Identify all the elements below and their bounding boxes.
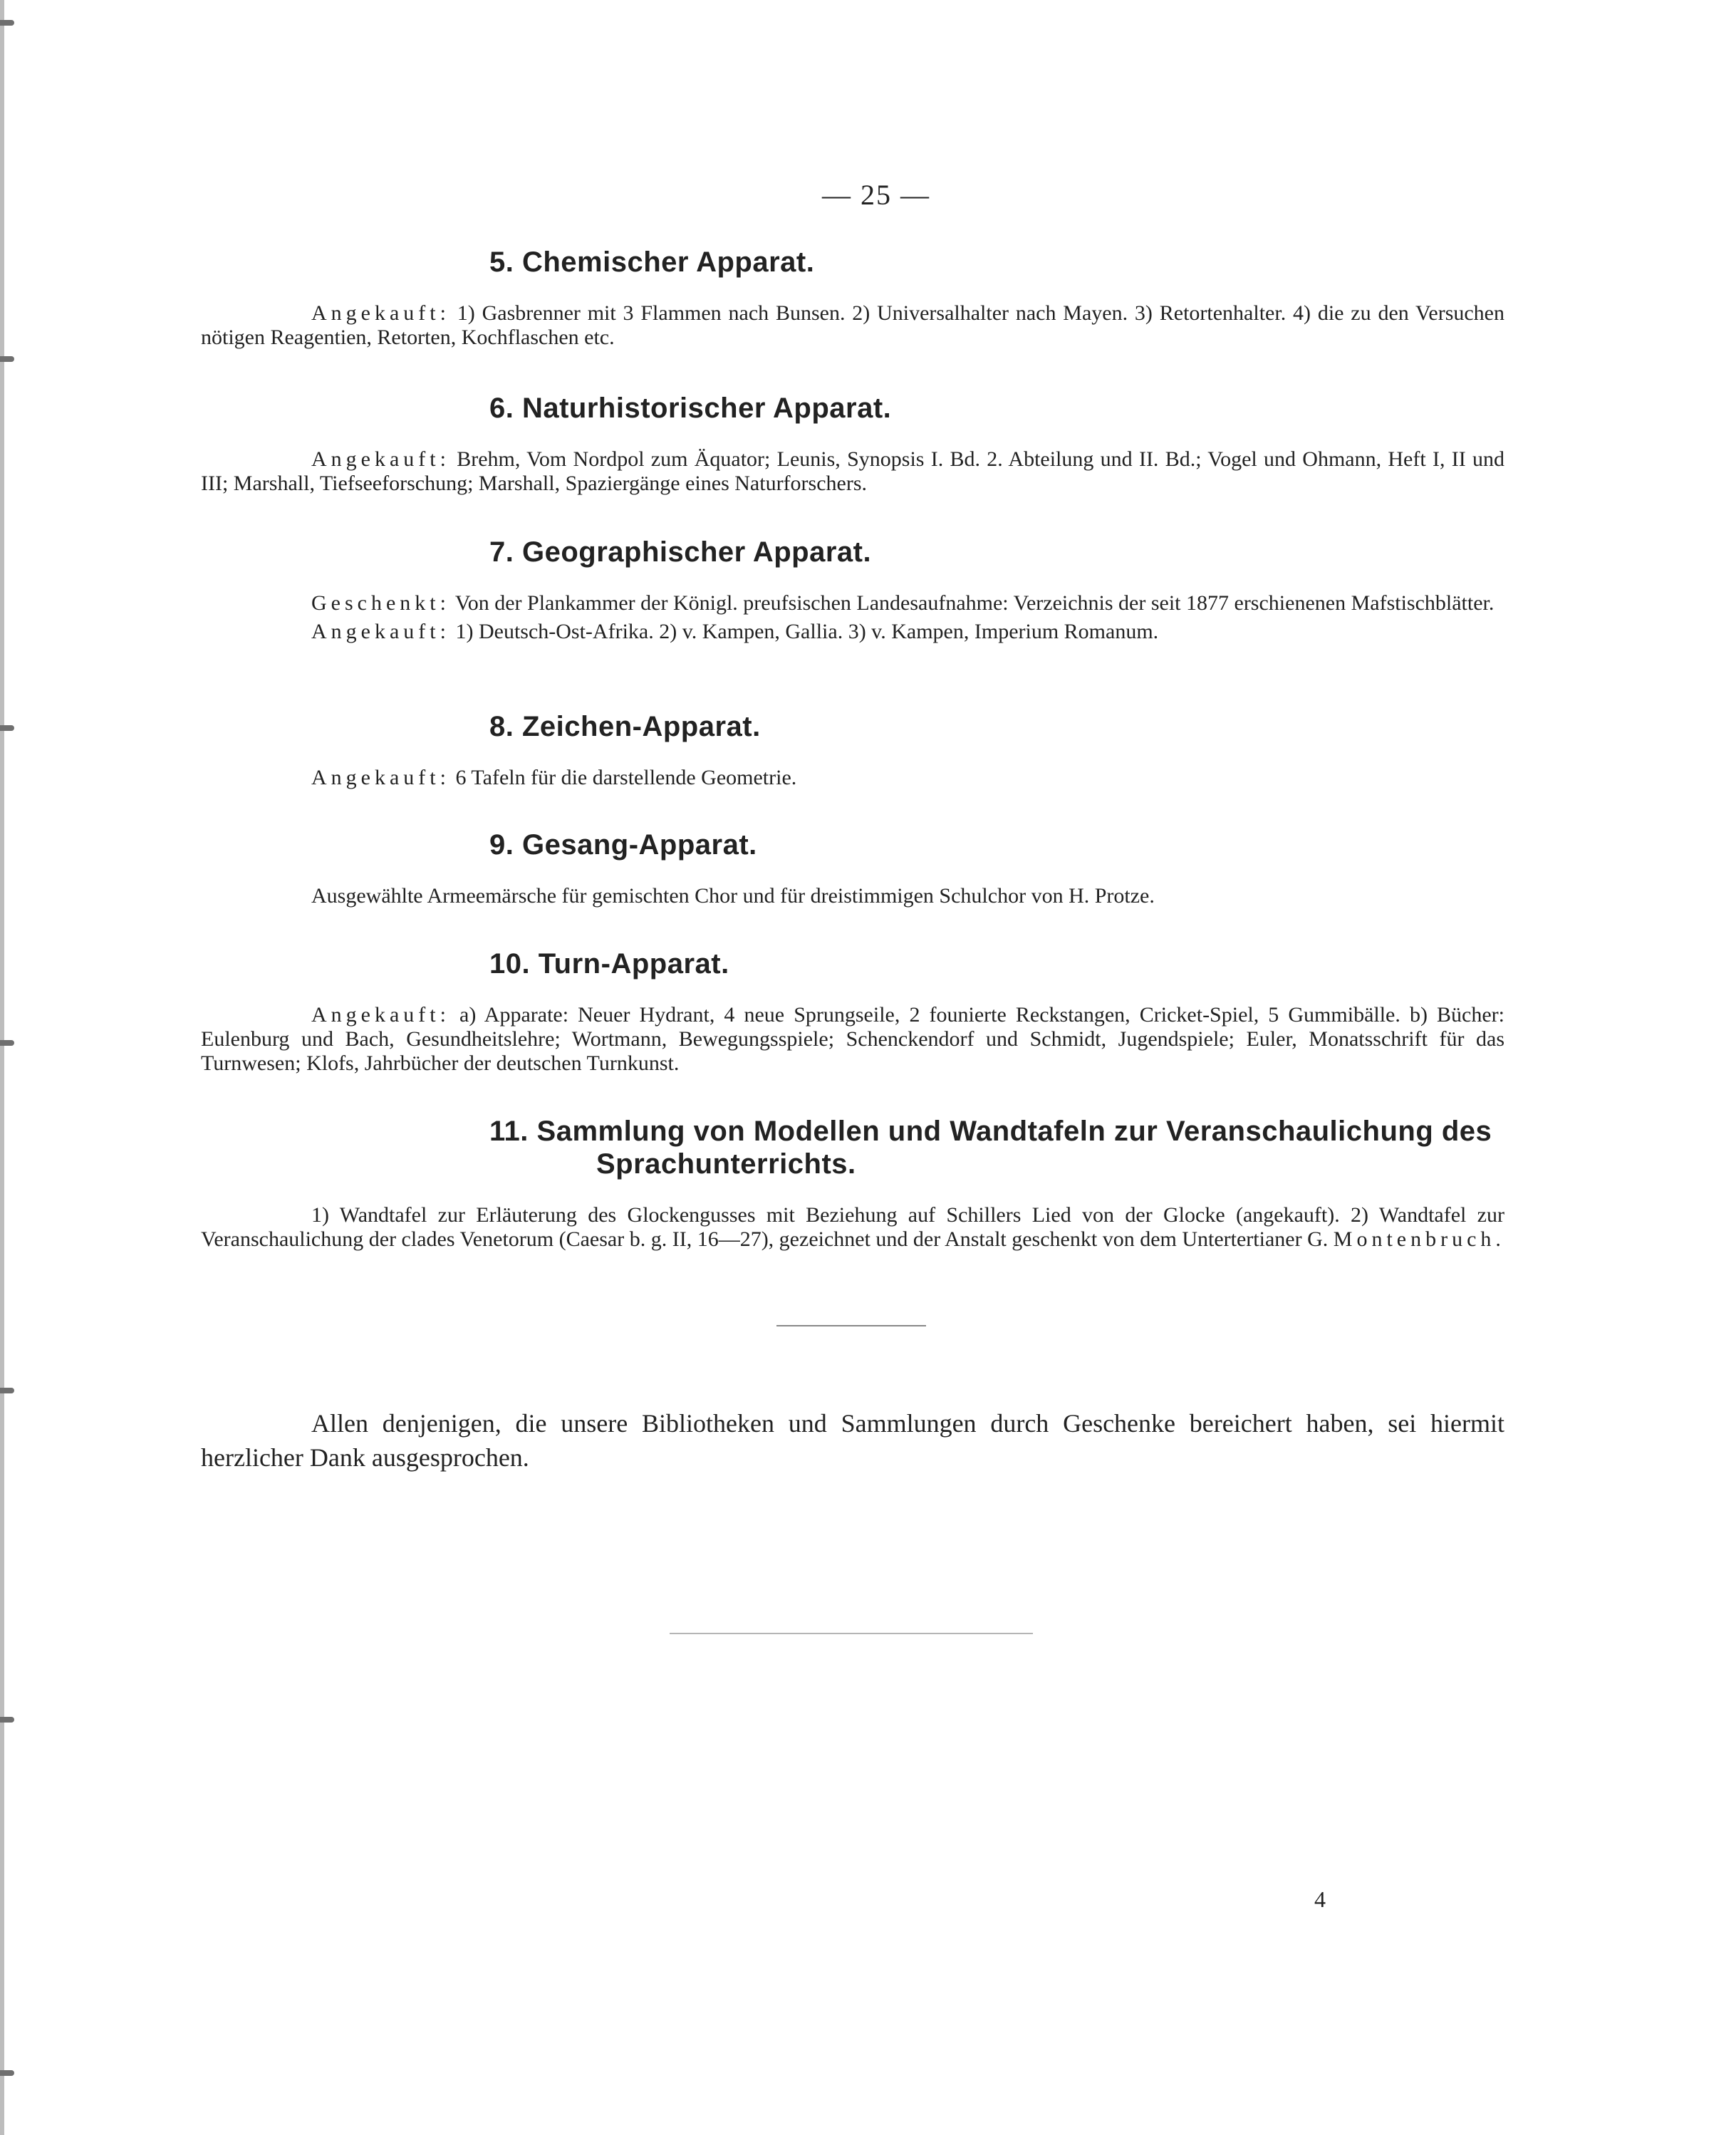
section-heading: 10. Turn-Apparat. [489, 948, 729, 980]
entry-label: Geschenkt: [311, 591, 450, 615]
section-zeichen-apparat [201, 710, 1504, 790]
section-heading-line: Sprachunterrichts. [596, 1148, 856, 1180]
binding-mark [0, 1388, 14, 1393]
section-paragraph: Ausgewählte Armeemärsche für gemischten Chor und für dreistimmigen Schulchor von H. Protze. [311, 884, 1155, 908]
binding-mark [0, 2070, 14, 2076]
section-paragraph [201, 447, 1504, 496]
section-paragraph [201, 620, 1504, 644]
section-gesang-apparat [201, 828, 1504, 908]
binding-mark [0, 20, 14, 26]
entry-text: 6 Tafeln für die darstellende Geometrie. [449, 766, 797, 789]
entry-label: Angekauft: [311, 620, 450, 643]
entry-text: Brehm, Vom Nordpol zum Äquator; Leunis, Synopsis I. Bd. 2. Abteilung und II. Bd.; Vogel und Ohmann, Heft I, II und III; Marshall, Tiefseeforschung; Marshall, Spaziergänge eines Naturforschers. [201, 447, 1504, 495]
entry-label: Angekauft: [311, 301, 450, 325]
section-heading: 6. Naturhistorischer Apparat. [489, 393, 892, 424]
section-heading [489, 1115, 1501, 1180]
section-heading: 9. Gesang-Apparat. [489, 829, 757, 861]
section-turn-apparat [201, 947, 1504, 1076]
scan-edge [0, 0, 4, 2135]
section-heading: 8. Zeichen-Apparat. [489, 711, 761, 742]
entry-text: 1) Wandtafel zur Erläuterung des Glockengusses mit Beziehung auf Schillers Lied von der Glocke (angekauft). 2) Wandtafel zur Veranschaulichung der clades Venetorum (Caesar b. g. II, 16—27), gezeichnet und der Anstalt geschenkt von dem Untertertianer G. [201, 1203, 1504, 1251]
entry-label: Angekauft: [311, 1003, 450, 1027]
section-geographischer-apparat [201, 536, 1504, 644]
page-number: — 25 — [822, 179, 930, 211]
binding-mark [0, 725, 14, 731]
separator-rule [776, 1325, 926, 1326]
entry-text: 1) Gasbrenner mit 3 Flammen nach Bunsen. 2) Universalhalter nach Mayen. 3) Retortenhalter. 4) die zu den Versuchen nötigen Reagentien, Retorten, Kochflaschen etc. [201, 301, 1504, 349]
donor-name: Montenbruch [1333, 1227, 1496, 1251]
section-sammlung-wandtafeln [201, 1115, 1504, 1252]
binding-mark [0, 356, 14, 362]
section-heading: 7. Geographischer Apparat. [489, 536, 872, 568]
section-paragraph [201, 591, 1504, 615]
section-paragraph [201, 1203, 1504, 1252]
entry-text: a) Apparate: Neuer Hydrant, 4 neue Sprungseile, 2 founierte Reckstangen, Cricket-Spiel, 5 Gummibälle. b) Bücher: Eulenburg und Bach, Gesundheitslehre; Wortmann, Bewegungsspiele; Schenckendorf und Schmidt, Jugendspiele; Euler, Monatsschrift für das Turnwesen; Klofs, Jahrbücher der deutschen Turnkunst. [201, 1003, 1504, 1075]
sheet-number: 4 [1314, 1886, 1326, 1912]
section-paragraph [201, 766, 1504, 790]
binding-mark [0, 1717, 14, 1723]
entry-label: Angekauft: [311, 766, 450, 789]
entry-label: Angekauft: [311, 447, 450, 471]
binding-mark [0, 1040, 14, 1046]
separator-rule [670, 1633, 1033, 1634]
section-naturhistorischer-apparat [201, 392, 1504, 496]
section-chemischer-apparat [201, 246, 1504, 350]
closing-paragraph: Allen denjenigen, die unsere Bibliotheken und Sammlungen durch Geschenke bereichert haben, sei hiermit herzlicher Dank ausgesprochen. [201, 1409, 1504, 1472]
section-heading: 5. Chemischer Apparat. [489, 246, 815, 278]
section-paragraph [201, 301, 1504, 350]
section-paragraph [201, 1003, 1504, 1076]
entry-text: Von der Plankammer der Königl. preufsischen Landesaufnahme: Verzeichnis der seit 1877 erschienenen Mafstischblätter. [449, 591, 1495, 615]
entry-text: 1) Deutsch-Ost-Afrika. 2) v. Kampen, Gallia. 3) v. Kampen, Imperium Romanum. [449, 620, 1159, 643]
section-heading-line: 11. Sammlung von Modellen und Wandtafeln zur Veranschaulichung des [489, 1116, 1492, 1147]
entry-text: . [1495, 1227, 1501, 1251]
